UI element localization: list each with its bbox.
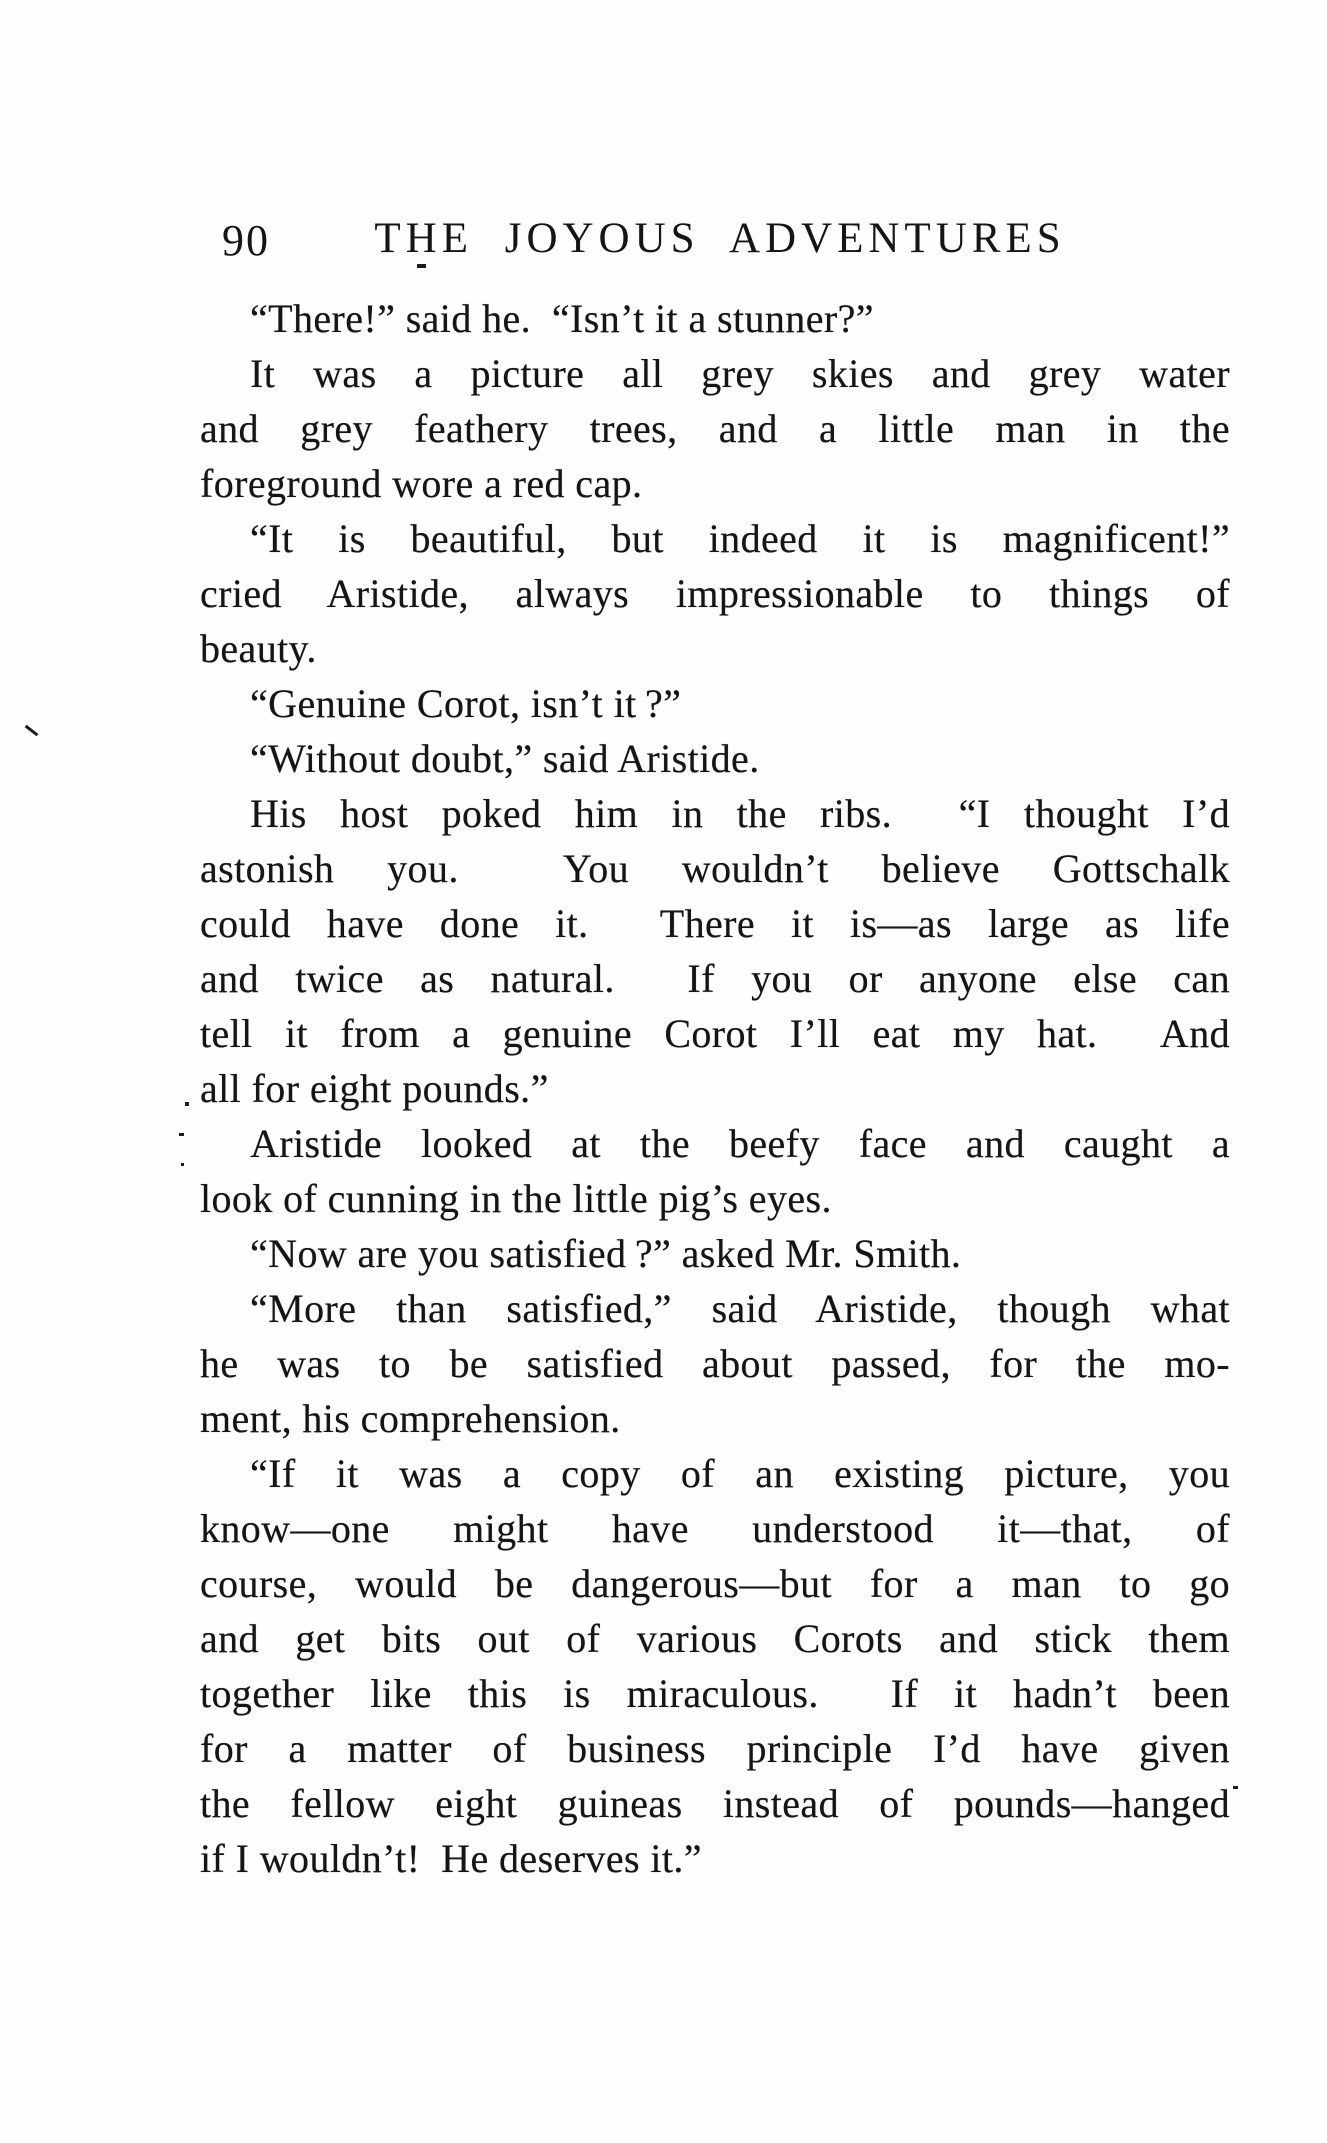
text-line: and grey feathery trees, and a little man in the <box>200 406 1230 451</box>
body-text <box>200 291 1230 1886</box>
text-line: could have done it. There it is—as large as life <box>200 901 1230 946</box>
text-line: together like this is miraculous. If it hadn’t been <box>200 1671 1230 1716</box>
text-line: “It is beautiful, but indeed it is magnificent!” <box>250 516 1230 561</box>
scan-artifact <box>179 1133 184 1136</box>
text-line: he was to be satisfied about passed, for the mo- <box>200 1341 1230 1386</box>
running-title: THE JOYOUS ADVENTURES <box>374 215 1066 262</box>
text-line: and twice as natural. If you or anyone else can <box>200 956 1230 1001</box>
scan-artifact <box>1233 1786 1238 1789</box>
paragraph <box>200 786 1230 1116</box>
text-line: the fellow eight guineas instead of pounds—hanged <box>200 1781 1230 1826</box>
paragraph <box>200 346 1230 511</box>
text-line: Aristide looked at the beefy face and caught a <box>250 1121 1230 1166</box>
text-line: course, would be dangerous—but for a man to go <box>200 1561 1230 1606</box>
text-line: if I wouldn’t! He deserves it.” <box>200 1836 702 1881</box>
text-line: tell it from a genuine Corot I’ll eat my hat. And <box>200 1011 1230 1056</box>
paragraph <box>200 291 1230 346</box>
text-line: foreground wore a red cap. <box>200 461 643 506</box>
scan-artifact <box>25 725 39 737</box>
text-line: It was a picture all grey skies and grey water <box>250 351 1230 396</box>
paragraph <box>200 1281 1230 1446</box>
text-line: “More than satisfied,” said Aristide, though what <box>250 1286 1230 1331</box>
text-line: know—one might have understood it—that, of <box>200 1506 1230 1551</box>
text-line: “There!” said he. “Isn’t it a stunner?” <box>250 296 874 341</box>
text-line: all for eight pounds.” <box>200 1066 549 1111</box>
paragraph <box>200 731 1230 786</box>
text-line: ment, his comprehension. <box>200 1396 621 1441</box>
page-number: 90 <box>222 216 270 265</box>
paragraph <box>200 1116 1230 1226</box>
paragraph <box>200 1446 1230 1886</box>
paragraph <box>200 1226 1230 1281</box>
scan-artifact <box>185 1102 189 1106</box>
scan-artifact <box>417 264 426 268</box>
paragraph <box>200 511 1230 676</box>
text-line: “Genuine Corot, isn’t it ?” <box>250 681 682 726</box>
text-line: His host poked him in the ribs. “I thought I’d <box>250 791 1230 836</box>
scan-artifact <box>181 1163 184 1166</box>
text-line: cried Aristide, always impressionable to things of <box>200 571 1230 616</box>
paragraph <box>200 676 1230 731</box>
text-line: for a matter of business principle I’d have given <box>200 1726 1230 1771</box>
text-line: astonish you. You wouldn’t believe Gottschalk <box>200 846 1230 891</box>
text-line: look of cunning in the little pig’s eyes. <box>200 1176 832 1221</box>
text-line: “Without doubt,” said Aristide. <box>250 736 760 781</box>
text-line: “If it was a copy of an existing picture, you <box>250 1451 1230 1496</box>
text-line: “Now are you satisfied ?” asked Mr. Smith. <box>250 1231 962 1276</box>
text-line: and get bits out of various Corots and stick them <box>200 1616 1230 1661</box>
text-line: beauty. <box>200 626 317 671</box>
